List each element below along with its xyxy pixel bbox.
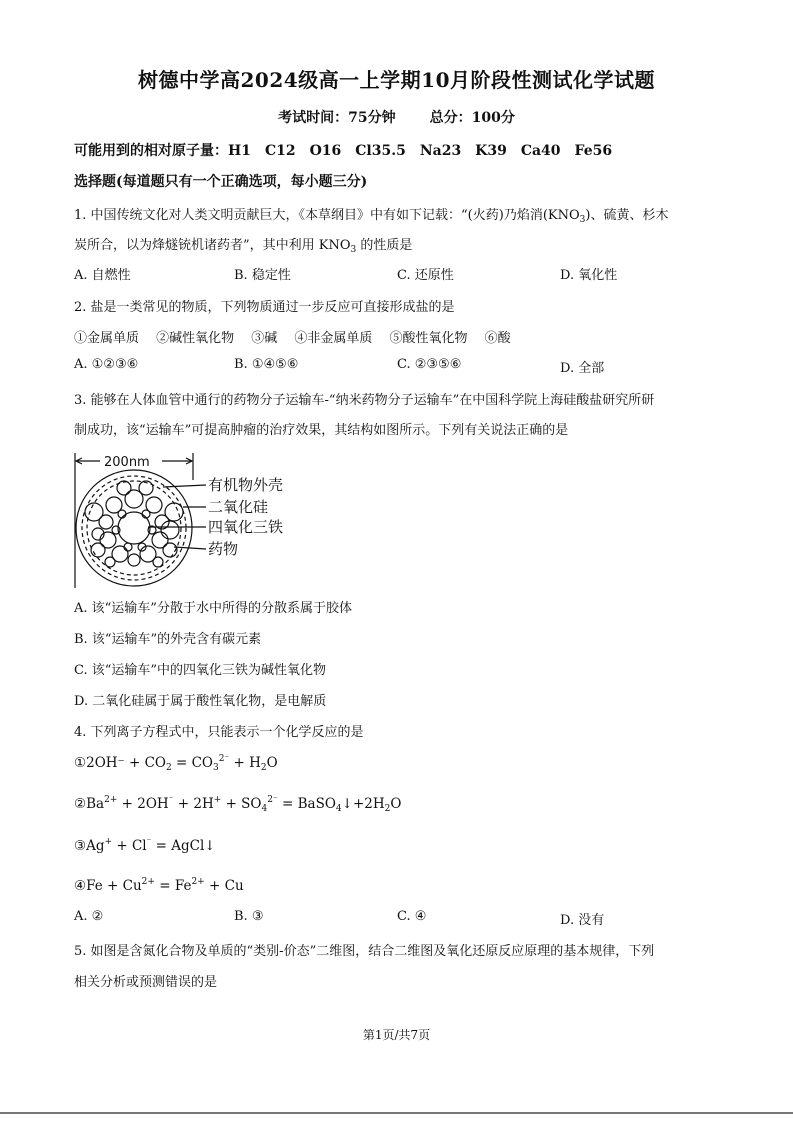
dimension-label: 200nm [104,455,150,470]
q2-option-b: B. ①④⑤⑥ [234,357,299,372]
exam-total-score: 总分：100分 [429,110,515,126]
q2-option-a: A. ①②③⑥ [74,357,139,372]
q5-stem-line2: 相关分析或预测错误的是 [74,975,218,990]
q4-equation-4: ④Fe + $Cu^{2+} = Fe^{2+} + Cu$ [74,877,244,894]
label-drug: 药物 [208,540,239,558]
q4-option-d: D. 没有 [560,913,605,928]
q4-equation-3: ③Ag+ + Cl⁻ = AgCl↓ [74,837,216,854]
q1-option-a: A. 自燃性 [74,268,131,283]
leader-organic-shell [163,485,206,487]
exam-info [0,107,793,127]
page-number: 第1页/共7页 [362,1028,431,1042]
q4-equation-1: ①2OH⁻ + $CO_2 = CO_3^{2^-} + H_2O$ [74,754,278,773]
q1-stem-line1: 1. 中国传统文化对人类文明贡献巨大，《本草纲目》中有如下记载：“(火药)乃焰消$(KNO_3)$、硫黄、杉木 [74,208,669,225]
q2-option-c: C. ②③⑤⑥ [397,357,462,372]
atomic-masses: 可能用到的相对原子量：H1 C12 O16 Cl35.5 Na23 K39 Ca40 Fe56 [74,143,613,159]
q1-option-d: D. 氧化性 [560,268,618,283]
exam-time: 考试时间：75分钟 [278,110,396,126]
q2-option-d: D. 全部 [560,361,605,376]
label-fe3o4: 四氧化三铁 [208,518,284,536]
q2-stem: 2. 盐是一类常见的物质，下列物质通过一步反应可直接形成盐的是 [74,300,455,315]
q4-equation-2: $②Ba^{2+} + 2OH^{^-} + 2H^+ + SO_4^{2^-}$ = $BaSO_4↓+2H_2O$ [74,795,402,814]
label-silica: 二氧化硅 [208,498,269,516]
q4-option-b: B. ③ [234,909,264,924]
q4-stem: 4. 下列离子方程式中，只能表示一个化学反应的是 [74,725,364,740]
label-organic-shell: 有机物外壳 [208,476,284,494]
section-heading: 选择题(每道题只有一个正确选项，每小题三分) [74,174,368,190]
q3-stem-line2: 制成功，该“运输车”可提高肿瘤的治疗效果，其结构如图所示。下列有关说法正确的是 [74,423,569,438]
q1-stem-line2: 炭所合，以为烽燧铳机诸药者”，其中利用 $KNO_3$ 的性质是 [74,238,413,255]
q3-option-b: B. 该“运输车”的外壳含有碳元素 [74,632,262,647]
q1-option-b: B. 稳定性 [234,268,291,283]
exam-title: 树德中学高2024级高一上学期10月阶段性测试化学试题 [138,68,655,92]
leader-drug [174,547,206,549]
organic-shell [76,470,192,586]
q4-option-c: C. ④ [397,909,427,924]
q3-option-c: C. 该“运输车”中的四氧化三铁为碱性氧化物 [74,663,327,678]
q2-items: ①金属单质 ②碱性氧化物 ③碱 ④非金属单质 ⑤酸性氧化物 ⑥酸 [74,331,511,346]
nano-carrier-diagram [70,450,300,590]
q5-stem-line1: 5. 如图是含氮化合物及单质的“类别-价态”二维图，结合二维图及氧化还原反应原理的基本规律，下列 [74,944,655,959]
q1-option-c: C. 还原性 [397,268,454,283]
page-bottom-border [0,1112,793,1114]
q3-option-d: D. 二氧化硅属于属于酸性氧化物，是电解质 [74,694,327,709]
fe3o4-core [118,512,150,544]
q4-option-a: A. ② [74,909,104,924]
q3-option-a: A. 该“运输车”分散于水中所得的分散系属于胶体 [74,601,352,616]
q3-stem-line1: 3. 能够在人体血管中通行的药物分子运输车-“纳米药物分子运输车”在中国科学院上海硅酸盐研究所研 [74,393,655,408]
